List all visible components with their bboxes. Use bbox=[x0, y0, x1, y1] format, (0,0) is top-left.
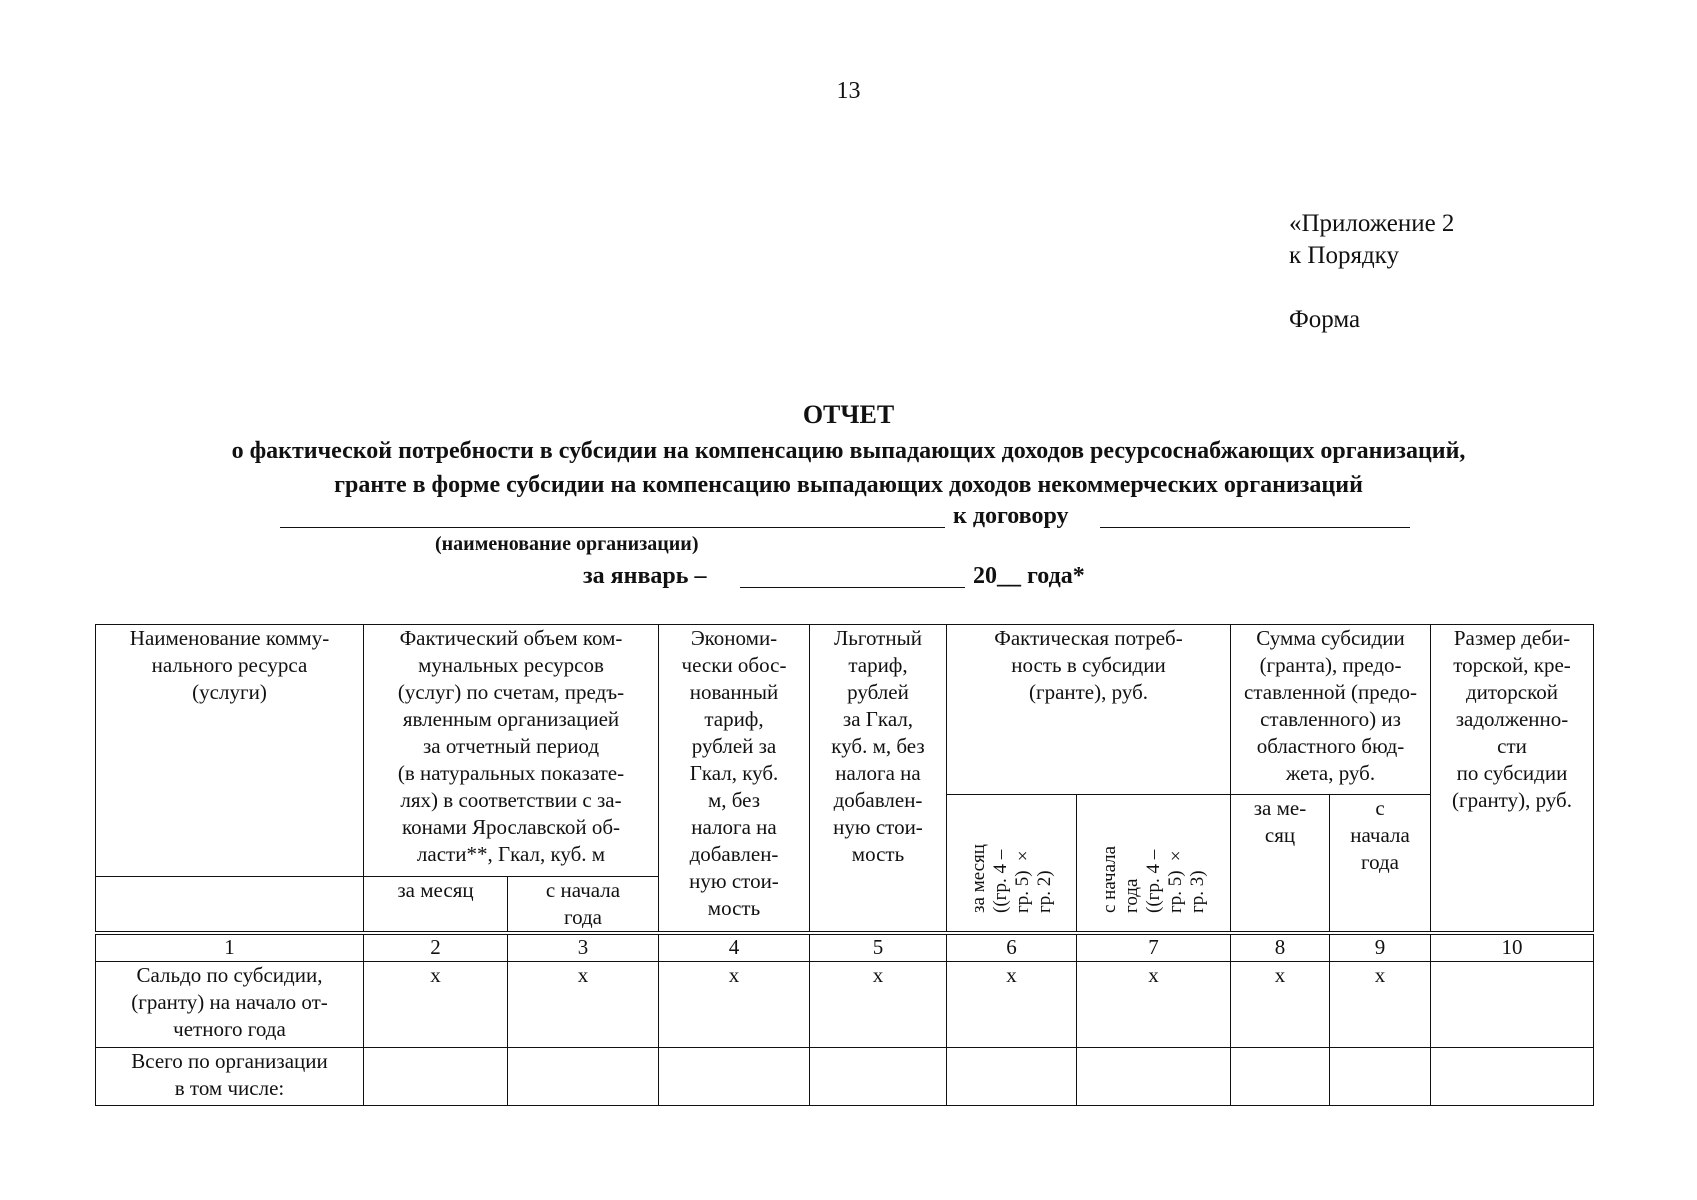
org-name-hint: (наименование организации) bbox=[435, 533, 699, 555]
table-cell: x bbox=[364, 961, 508, 1047]
header-subsidy-month: за ме- сяц bbox=[1231, 795, 1330, 934]
contract-label: к договору bbox=[953, 503, 1069, 529]
table-cell: x bbox=[1231, 961, 1330, 1047]
header-resource-name-cont bbox=[96, 877, 364, 934]
col-number: 2 bbox=[364, 933, 508, 961]
col-number: 6 bbox=[947, 933, 1077, 961]
col-number: 4 bbox=[659, 933, 810, 961]
header-actual-need: Фактическая потреб- ность в субсидии (гранте), руб. bbox=[947, 625, 1231, 795]
table-cell bbox=[659, 1047, 810, 1105]
table-cell bbox=[508, 1047, 659, 1105]
header-subsidy-year: с начала года bbox=[1330, 795, 1431, 934]
header-economic-tariff: Экономи- чески обос- нованный тариф, рублей за Гкал, куб. м, без налога на добавлен- ную стои- мость bbox=[659, 625, 810, 934]
table-row bbox=[96, 961, 1594, 1047]
row-label: Всего по организации в том числе: bbox=[96, 1047, 364, 1105]
header-need-month: за месяц ((гр. 4 – гр. 5) × гр. 2) bbox=[947, 795, 1077, 934]
table-cell bbox=[1431, 1047, 1594, 1105]
table-cell bbox=[364, 1047, 508, 1105]
appendix-line-1: «Приложение 2 bbox=[1289, 210, 1455, 237]
report-title: ОТЧЕТ bbox=[802, 400, 895, 429]
header-resource-name: Наименование комму- нального ресурса (услуги) bbox=[96, 625, 364, 877]
form-label: Форма bbox=[1289, 306, 1361, 333]
table-cell bbox=[1330, 1047, 1431, 1105]
table-cell: x bbox=[508, 961, 659, 1047]
table-cell bbox=[1077, 1047, 1231, 1105]
header-volume-year: с начала года bbox=[508, 877, 659, 934]
table-row bbox=[96, 1047, 1594, 1105]
report-table bbox=[95, 624, 1594, 1106]
report-subtitle-2: гранте в форме субсидии на компенсацию выпадающих доходов некоммерческих организаций bbox=[334, 472, 1363, 498]
page-number: 13 bbox=[836, 78, 861, 104]
col-number: 1 bbox=[96, 933, 364, 961]
col-number: 9 bbox=[1330, 933, 1431, 961]
org-name-blank bbox=[280, 527, 945, 528]
header-preferential-tariff: Льготный тариф, рублей за Гкал, куб. м, без налога на добавлен- ную стои- мость bbox=[810, 625, 947, 934]
table-cell: x bbox=[810, 961, 947, 1047]
table-cell bbox=[947, 1047, 1077, 1105]
col-number: 3 bbox=[508, 933, 659, 961]
table-cell bbox=[1231, 1047, 1330, 1105]
table-cell: x bbox=[1330, 961, 1431, 1047]
table-cell bbox=[1431, 961, 1594, 1047]
period-blank bbox=[740, 587, 965, 588]
report-subtitle-1: о фактической потребности в субсидии на компенсацию выпадающих доходов ресурсоснабжающих организаций, bbox=[231, 438, 1466, 464]
period-prefix: за январь – bbox=[583, 563, 707, 589]
header-actual-volume: Фактический объем ком- мунальных ресурсов (услуг) по счетам, предъ- явленным организацией за отчетный период (в натуральных показате- лях) в соответствии с за- конами Ярославской об- ласти**, Гкал, куб. м bbox=[364, 625, 659, 877]
header-volume-month: за месяц bbox=[364, 877, 508, 934]
table-cell: x bbox=[947, 961, 1077, 1047]
row-label: Сальдо по субсидии, (гранту) на начало от- четного года bbox=[96, 961, 364, 1047]
col-number: 7 bbox=[1077, 933, 1231, 961]
appendix-block bbox=[1289, 208, 1454, 336]
col-number: 10 bbox=[1431, 933, 1594, 961]
period-year: 20__ года* bbox=[973, 563, 1085, 589]
appendix-line-2: к Порядку bbox=[1289, 242, 1399, 269]
header-need-year: с начала года ((гр. 4 – гр. 5) × гр. 3) bbox=[1077, 795, 1231, 934]
table-cell: x bbox=[1077, 961, 1231, 1047]
header-debt-size: Размер деби- торской, кре- диторской задолженно- сти по субсидии (гранту), руб. bbox=[1431, 625, 1594, 934]
col-number: 8 bbox=[1231, 933, 1330, 961]
contract-blank bbox=[1100, 527, 1410, 528]
header-subsidy-sum: Сумма субсидии (гранта), предо- ставленной (предо- ставленного) из областного бюд- жета, руб. bbox=[1231, 625, 1431, 795]
table-cell bbox=[810, 1047, 947, 1105]
col-number: 5 bbox=[810, 933, 947, 961]
table-cell: x bbox=[659, 961, 810, 1047]
